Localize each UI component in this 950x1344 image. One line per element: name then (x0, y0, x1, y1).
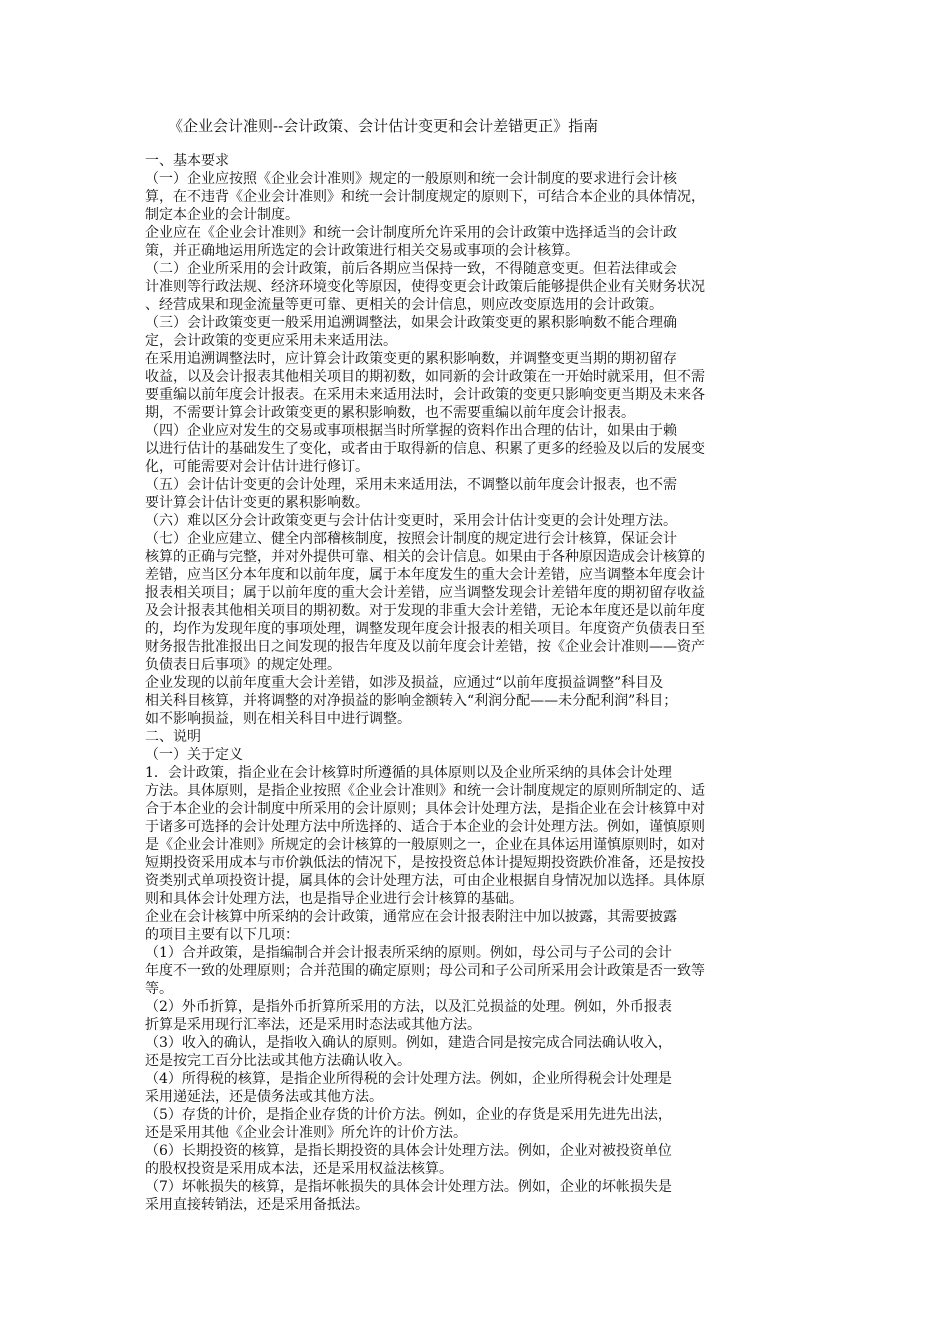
text-line: （4）所得税的核算，是指企业所得税的会计处理方法。例如，企业所得税会计处理是 (145, 1071, 672, 1087)
text-line: 相关科目核算，并将调整的对净损益的影响金额转入“利润分配——未分配利润”科目； (145, 693, 678, 709)
text-line: 计准则等行政法规、经济环境变化等原因，使得变更会计政策后能够提供企业有关财务状况 (145, 279, 705, 295)
text-line: （三）会计政策变更一般采用追溯调整法，如果会计政策变更的累积影响数不能合理确 (145, 315, 677, 331)
document-title: 《企业会计准则--会计政策、会计估计变更和会计差错更正》指南 (168, 117, 599, 135)
text-line: （2）外币折算，是指外币折算所采用的方法，以及汇兑损益的处理。例如，外币报表 (145, 999, 672, 1015)
text-line: （3）收入的确认，是指收入确认的原则。例如，建造合同是按完成合同法确认收入， (145, 1035, 672, 1051)
text-line: 二、说明 (145, 729, 201, 745)
text-line: 的股权投资是采用成本法，还是采用权益法核算。 (145, 1161, 453, 1177)
text-line: 核算的正确与完整，并对外提供可靠、相关的会计信息。如果由于各种原因造成会计核算的 (145, 549, 705, 565)
text-line: 的项目主要有以下几项： (145, 927, 299, 943)
text-line: （6）长期投资的核算，是指长期投资的具体会计处理方法。例如，企业对被投资单位 (145, 1143, 672, 1159)
text-line: 资类别式单项投资计提，属具体的会计处理方法，可由企业根据自身情况加以选择。具体原 (145, 873, 705, 889)
text-line: 折算是采用现行汇率法，还是采用时态法或其他方法。 (145, 1017, 481, 1033)
text-line: 企业在会计核算中所采纳的会计政策，通常应在会计报表附注中加以披露，其需要披露 (145, 909, 677, 925)
text-line: 一、基本要求 (145, 153, 229, 169)
text-line: （1）合并政策，是指编制合并会计报表所采纳的原则。例如，母公司与子公司的会计 (145, 945, 672, 961)
text-line: 算，在不违背《企业会计准则》和统一会计制度规定的原则下，可结合本企业的具体情况， (145, 189, 705, 205)
text-line: 、经营成果和现金流量等更可靠、更相关的会计信息，则应改变原选用的会计政策。 (145, 297, 663, 313)
text-line: 化，可能需要对会计估计进行修订。 (145, 459, 369, 475)
text-line: 定，会计政策的变更应采用未来适用法。 (145, 333, 397, 349)
text-line: 及会计报表其他相关项目的期初数。对于发现的非重大会计差错，无论本年度还是以前年度 (145, 603, 705, 619)
text-line: 短期投资采用成本与市价孰低法的情况下，是按投资总体计提短期投资跌价准备，还是按投 (145, 855, 705, 871)
text-line: 收益，以及会计报表其他相关项目的期初数，如同新的会计政策在一开始时就采用，但不需 (145, 369, 705, 385)
text-line: 在采用追溯调整法时，应计算会计政策变更的累积影响数，并调整变更当期的期初留存 (145, 351, 677, 367)
text-line: （一）关于定义 (145, 747, 243, 763)
text-line: 策，并正确地运用所选定的会计政策进行相关交易或事项的会计核算。 (145, 243, 579, 259)
text-line: 财务报告批准报出日之间发现的报告年度及以前年度会计差错，按《企业会计准则——资产 (145, 639, 705, 655)
text-line: （一）企业应按照《企业会计准则》规定的一般原则和统一会计制度的要求进行会计核 (145, 171, 677, 187)
text-line: 企业发现的以前年度重大会计差错，如涉及损益，应通过“以前年度损益调整”科目及 (145, 675, 664, 691)
text-line: 制定本企业的会计制度。 (145, 207, 299, 223)
text-line: 企业应在《企业会计准则》和统一会计制度所允许采用的会计政策中选择适当的会计政 (145, 225, 677, 241)
text-line: 等。 (145, 981, 173, 997)
text-line: 方法。具体原则，是指企业按照《企业会计准则》和统一会计制度规定的原则所制定的、适 (145, 783, 705, 799)
text-line: 于诸多可选择的会计处理方法中所选择的、适合于本企业的会计处理方法。例如，谨慎原则 (145, 819, 705, 835)
text-line: 的，均作为发现年度的事项处理，调整发现年度会计报表的相关项目。年度资产负债表日至 (145, 621, 705, 637)
text-line: （7）坏帐损失的核算，是指坏帐损失的具体会计处理方法。例如，企业的坏帐损失是 (145, 1179, 672, 1195)
text-line: 还是按完工百分比法或其他方法确认收入。 (145, 1053, 411, 1069)
text-line: 1．会计政策，指企业在会计核算时所遵循的具体原则以及企业所采纳的具体会计处理 (145, 765, 672, 781)
text-line: 报表相关项目；属于以前年度的重大会计差错，应当调整发现会计差错年度的期初留存收益 (145, 585, 705, 601)
text-line: 期，不需要计算会计政策变更的累积影响数，也不需要重编以前年度会计报表。 (145, 405, 635, 421)
text-line: （二）企业所采用的会计政策，前后各期应当保持一致，不得随意变更。但若法律或会 (145, 261, 677, 277)
document-body (145, 152, 790, 1214)
text-line: 要重编以前年度会计报表。在采用未来适用法时，会计政策的变更只影响变更当期及未来各 (145, 387, 705, 403)
text-line: 则和具体会计处理方法，也是指导企业进行会计核算的基础。 (145, 891, 523, 907)
text-line: 合于本企业的会计制度中所采用的会计原则；具体会计处理方法，是指企业在会计核算中对 (145, 801, 705, 817)
text-line: 还是采用其他《企业会计准则》所允许的计价方法。 (145, 1125, 467, 1141)
text-line: （六）难以区分会计政策变更与会计估计变更时，采用会计估计变更的会计处理方法。 (145, 513, 677, 529)
text-line: 负债表日后事项》的规定处理。 (145, 657, 341, 673)
text-line: （5）存货的计价，是指企业存货的计价方法。例如，企业的存货是采用先进先出法， (145, 1107, 672, 1123)
text-line: 如不影响损益，则在相关科目中进行调整。 (145, 711, 411, 727)
text-line: 年度不一致的处理原则；合并范围的确定原则；母公司和子公司所采用会计政策是否一致等 (145, 963, 705, 979)
text-line: 是《企业会计准则》所规定的会计核算的一般原则之一，企业在具体运用谨慎原则时，如对 (145, 837, 705, 853)
text-line: 采用递延法，还是债务法或其他方法。 (145, 1089, 383, 1105)
text-line: （七）企业应建立、健全内部稽核制度，按照会计制度的规定进行会计核算，保证会计 (145, 531, 677, 547)
text-line: （四）企业应对发生的交易或事项根据当时所掌握的资料作出合理的估计，如果由于赖 (145, 423, 677, 439)
text-line: 以进行估计的基础发生了变化，或者由于取得新的信息、积累了更多的经验及以后的发展变 (145, 441, 705, 457)
text-line: 采用直接转销法，还是采用备抵法。 (145, 1197, 369, 1213)
text-line: （五）会计估计变更的会计处理，采用未来适用法，不调整以前年度会计报表，也不需 (145, 477, 677, 493)
text-line: 要计算会计估计变更的累积影响数。 (145, 495, 369, 511)
text-line: 差错，应当区分本年度和以前年度，属于本年度发生的重大会计差错，应当调整本年度会计 (145, 567, 705, 583)
